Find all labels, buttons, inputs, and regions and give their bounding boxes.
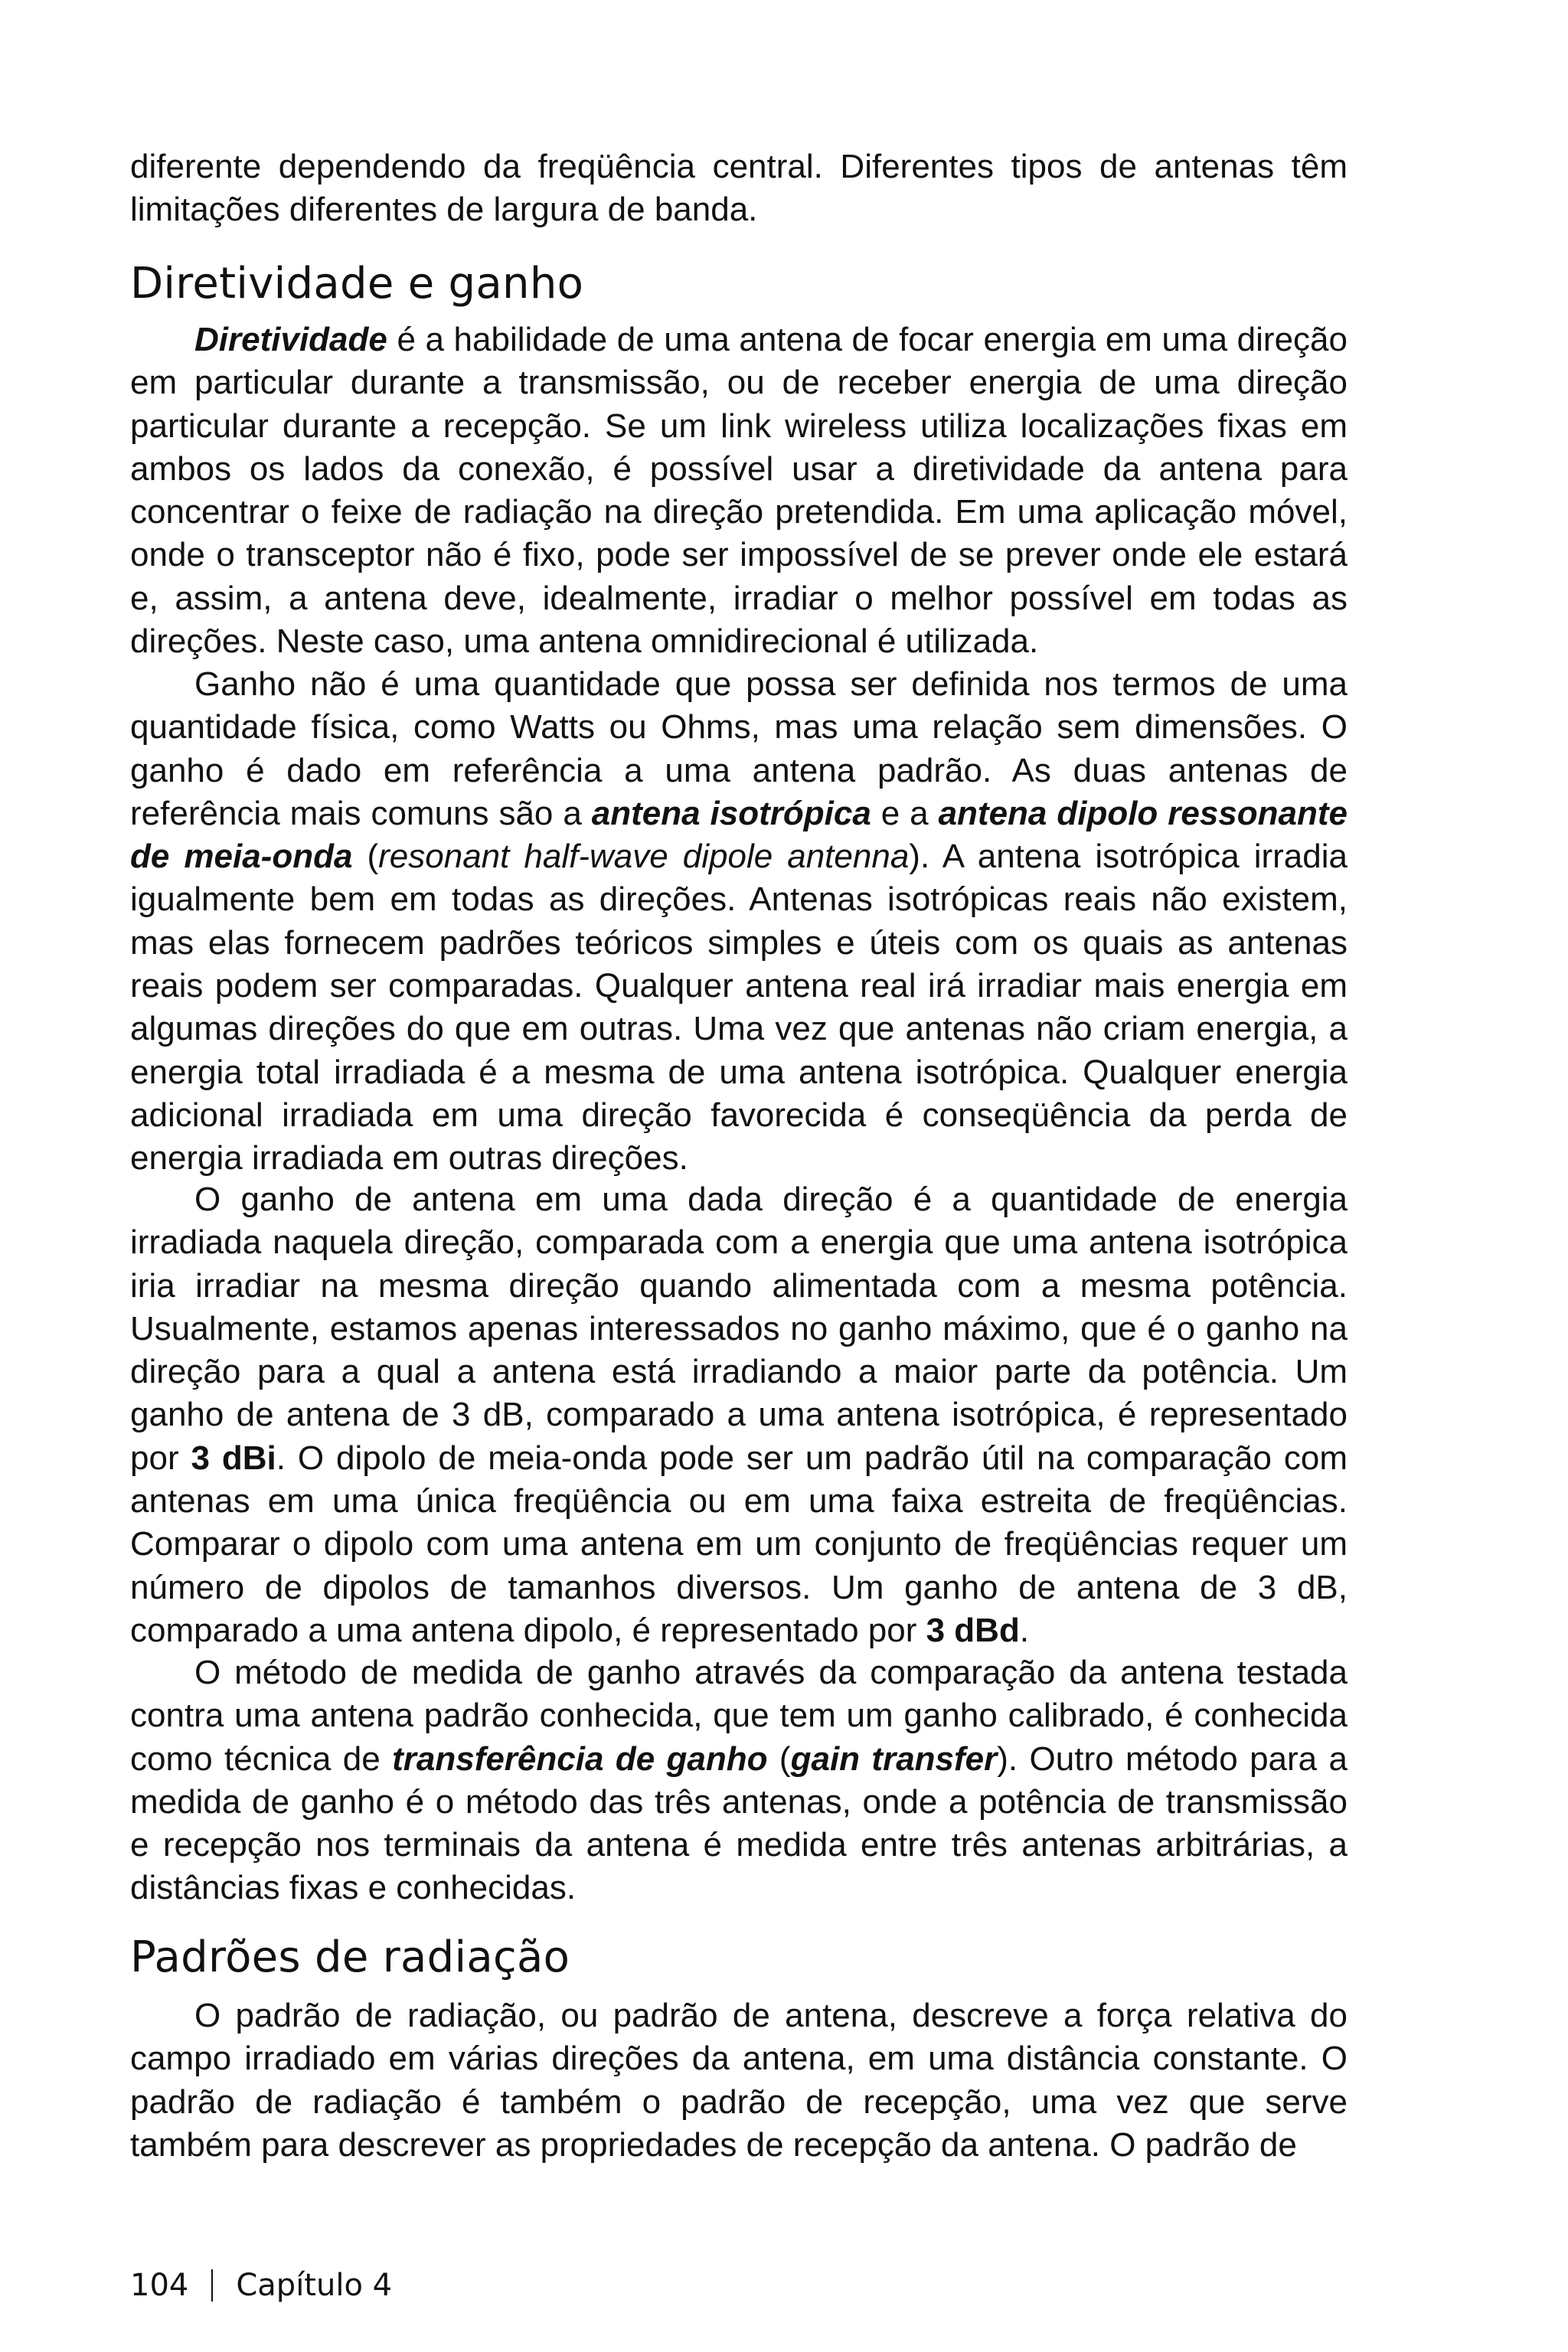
text-run: O ganho de antena em uma dada direção é a quantidade de energia irradiada naquela direção, comparada com a energia que uma antena isotrópica iria irradiar na mesma direção quando alimentada com a mesma potência. Usualmente, estamos apenas interessados no ganho máximo, que é o ganho na direção para a qual a antena está irradiando a maior parte da potência. Um ganho de antena de 3 dB, comparado a uma antena isotrópica, é representado por bbox=[130, 1181, 1348, 1477]
bold-term: 3 dBd bbox=[926, 1611, 1020, 1649]
page-footer bbox=[130, 2268, 392, 2303]
text-run: ). A antena isotrópica irradia igualmente bem em todas as direções. Antenas isotrópicas reais não existem, mas elas fornecem padrões teóricos simples e úteis com os quais as antenas reais podem ser comparadas. Qualquer antena real irá irradiar mais energia em algumas direções do que em outras. Uma vez que antenas não criam energia, a energia total irradiada é a mesma de uma antena isotrópica. Qualquer energia adicional irradiada em uma direção favorecida é conseqüência da perda de energia irradiada em outras direções. bbox=[130, 838, 1348, 1178]
text-run: ( bbox=[352, 838, 379, 876]
paragraph-ganho bbox=[130, 663, 1348, 1181]
bold-term: 3 dBi bbox=[191, 1439, 276, 1477]
text-run: e a bbox=[871, 794, 939, 832]
chapter-label: Capítulo 4 bbox=[236, 2268, 393, 2303]
section-heading-padroes: Padrões de radiação bbox=[130, 1932, 570, 1982]
paragraph-diretividade bbox=[130, 318, 1348, 663]
bold-italic-term: antena dipolo ressonante de meia-onda bbox=[130, 794, 1348, 876]
paragraph-ganho-antena bbox=[130, 1178, 1348, 1652]
italic-term: resonant half-wave dipole antenna bbox=[378, 838, 910, 876]
text-run: diferente dependendo da freqüência central. Diferentes tipos de antenas têm limitações diferentes de largura de banda. bbox=[130, 148, 1348, 229]
bold-italic-term: antena isotrópica bbox=[591, 794, 871, 832]
text-run: O método de medida de ganho através da comparação da antena testada contra uma antena padrão conhecida, que tem um ganho calibrado, é conhecida como técnica de bbox=[130, 1654, 1348, 1778]
text-run: O padrão de radiação, ou padrão de antena, descreve a força relativa do campo irradiado em várias direções da antena, em uma distância constante. O padrão de radiação é também o padrão de recepção, uma vez que serve também para descrever as propriedades de recepção da antena. O padrão de bbox=[130, 1997, 1348, 2164]
paragraph-metodo bbox=[130, 1651, 1348, 1910]
section-heading-diretividade: Diretividade e ganho bbox=[130, 259, 584, 309]
text-run: ). Outro método para a medida de ganho é o método das três antenas, onde a potência de transmissão e recepção nos terminais da antena é medida entre três antenas arbitrárias, a distâncias fixas e conhecidas. bbox=[130, 1740, 1348, 1907]
text-run: . bbox=[1019, 1611, 1030, 1649]
page-number: 104 bbox=[130, 2268, 189, 2303]
text-run: . O dipolo de meia-onda pode ser um padrão útil na comparação com antenas em uma única freqüência ou em uma faixa estreita de freqüências. Comparar o dipolo com uma antena em um conjunto de freqüências requer um número de dipolos de tamanhos diversos. Um ganho de antena de 3 dB, comparado a uma antena dipolo, é representado por bbox=[130, 1439, 1348, 1649]
footer-separator bbox=[211, 2269, 213, 2301]
paragraph-intro bbox=[130, 145, 1348, 232]
text-run: é a habilidade de uma antena de focar energia em uma direção em particular durante a transmissão, ou de receber energia de uma direção particular durante a recepção. Se um link wireless utiliza localizações fixas em ambos os lados da conexão, é possível usar a diretividade da antena para concentrar o feixe de radiação na direção pretendida. Em uma aplicação móvel, onde o transceptor não é fixo, pode ser impossível de se prever onde ele estará e, assim, a antena deve, idealmente, irradiar o melhor possível em todas as direções. Neste caso, uma antena omnidirecional é utilizada. bbox=[130, 321, 1348, 661]
text-run: Ganho não é uma quantidade que possa ser definida nos termos de uma quantidade física, como Watts ou Ohms, mas uma relação sem dimensões. O ganho é dado em referência a uma antena padrão. As duas antenas de referência mais comuns são a bbox=[130, 665, 1348, 832]
bold-italic-term: gain transfer bbox=[790, 1740, 998, 1778]
text-run: ( bbox=[767, 1740, 791, 1778]
bold-italic-term: Diretividade bbox=[194, 321, 387, 358]
bold-italic-term: transferência de ganho bbox=[392, 1740, 768, 1778]
paragraph-padrao bbox=[130, 1994, 1348, 2167]
